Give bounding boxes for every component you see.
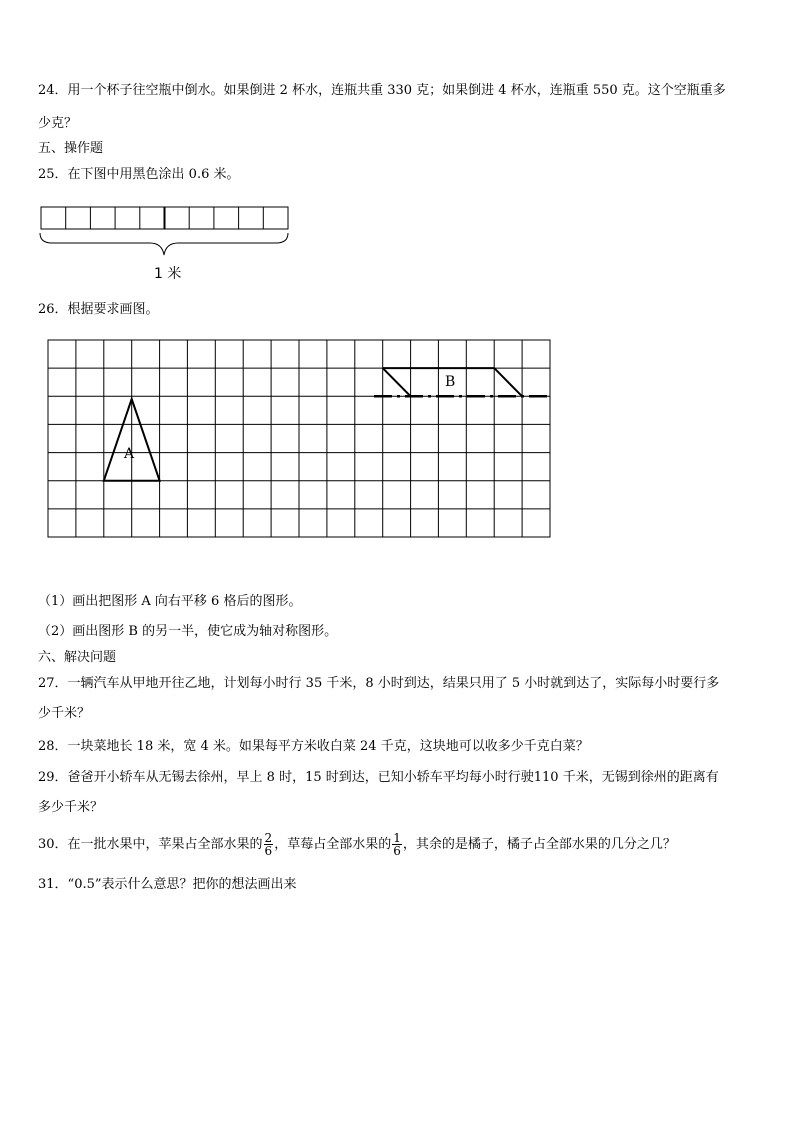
question-30-part2: ，草莓占全部水果的 xyxy=(274,837,392,852)
section-heading-solve: 六、解决问题 xyxy=(38,650,117,665)
fraction-denominator: 6 xyxy=(393,844,401,858)
fraction-two-sixths xyxy=(264,832,274,857)
ruler-strip xyxy=(41,207,288,229)
fraction-one-sixth xyxy=(392,832,402,857)
fraction-numerator: 1 xyxy=(393,831,401,845)
brace xyxy=(40,233,288,255)
label-b: B xyxy=(445,374,456,390)
question-25-text: 25．在下图中用黑色涂出 0.6 米。 xyxy=(38,167,240,182)
fraction-numerator: 2 xyxy=(264,831,273,845)
question-31: 31．“0.5”表示什么意思？把你的想法画出来 xyxy=(38,877,297,892)
question-27-line2: 少千米？ xyxy=(38,706,91,721)
question-30-part1: 30．在一批水果中，苹果占全部水果的 xyxy=(38,837,263,852)
question-30 xyxy=(38,829,676,861)
question-26-sub2: （2）画出图形 B 的另一半，使它成为轴对称图形。 xyxy=(38,624,338,639)
question-28: 28．一块菜地长 18 米，宽 4 米。如果每平方米收白菜 24 千克，这块地可以收多少千克白菜？ xyxy=(38,739,589,754)
question-26-sub1: （1）画出把图形 A 向右平移 6 格后的图形。 xyxy=(38,594,302,609)
question-29-line1: 29．爸爸开小轿车从无锡去徐州，早上 8 时，15 时到达，已知小轿车平均每小时行驶110 千米，无锡到徐州的距离有 xyxy=(38,770,719,785)
question-26-text: 26．根据要求画图。 xyxy=(38,302,159,317)
ruler-label: 1 米 xyxy=(154,266,182,282)
question-24-line2: 少克？ xyxy=(38,116,78,131)
grid xyxy=(48,340,550,537)
fraction-denominator: 6 xyxy=(264,844,273,858)
label-a: A xyxy=(124,446,135,462)
question-30-part3: ，其余的是橘子，橘子占全部水果的几分之几？ xyxy=(402,837,676,852)
question-29-line2: 多少千米？ xyxy=(38,800,104,815)
section-heading-operations: 五、操作题 xyxy=(38,141,104,156)
question-27-line1: 27．一辆汽车从甲地开往乙地，计划每小时行 35 千米，8 小时到达，结果只用了 5 小时就到达了，实际每小时要行多 xyxy=(38,676,720,691)
question-24-line1: 24．用一个杯子往空瓶中倒水。如果倒进 2 杯水，连瓶共重 330 克；如果倒进 4 杯水，连瓶重 550 克。这个空瓶重多 xyxy=(38,83,726,98)
